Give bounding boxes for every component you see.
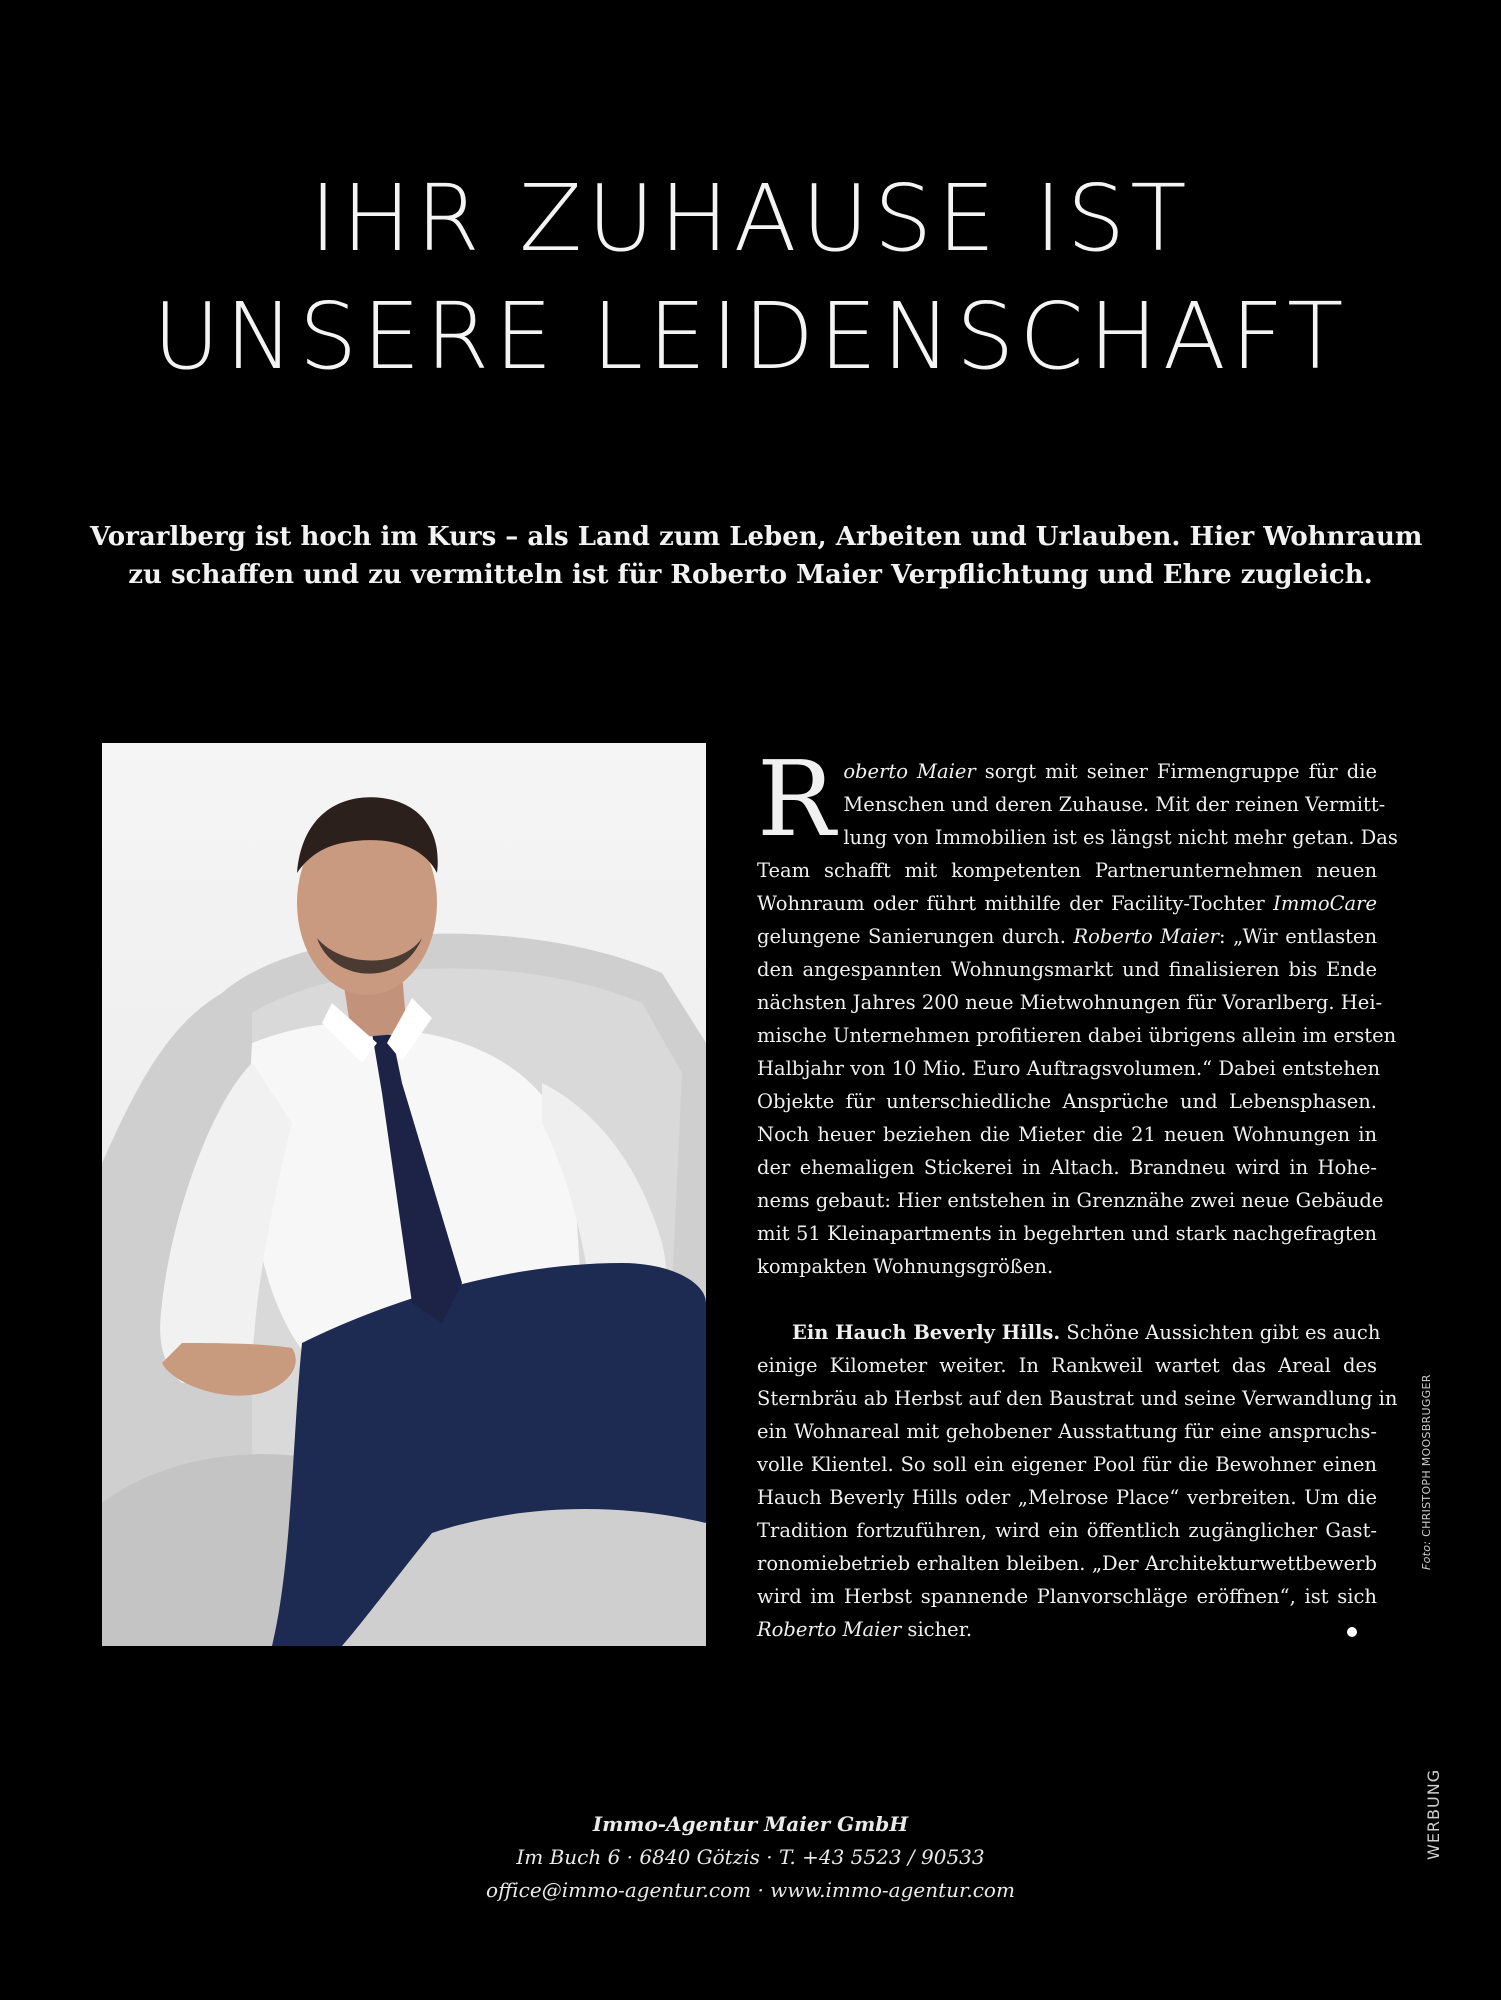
company-name: Immo-Agentur Maier GmbH bbox=[592, 1812, 909, 1836]
paragraph-1 bbox=[757, 738, 1398, 1283]
article-line: oberto Maier sorgt mit seiner Firmengruppe für die bbox=[843, 760, 1377, 783]
headline bbox=[0, 160, 1501, 396]
article-line: mische Unternehmen profitieren dabei übrigens allein im ersten bbox=[757, 1024, 1397, 1047]
article-line: gelungene Sanierungen durch. Roberto Maier: „Wir entlasten bbox=[757, 925, 1378, 948]
article-line: Team schafft mit kompetenten Partnerunternehmen neuen bbox=[757, 859, 1377, 882]
article-line: Ein Hauch Beverly Hills. Schöne Aussichten gibt es auch bbox=[792, 1321, 1381, 1344]
subheading: Ein Hauch Beverly Hills. bbox=[792, 1321, 1061, 1344]
lede-line-2: zu schaffen und zu vermitteln ist für Roberto Maier Verpflichtung und Ehre zugleich. bbox=[128, 560, 1373, 590]
article-line: mit 51 Kleinapartments in begehrten und stark nachgefragten bbox=[757, 1222, 1377, 1245]
article-line: Hauch Beverly Hills oder „Melrose Place“ verbreiten. Um die bbox=[757, 1486, 1377, 1509]
headline-line-2: UNSERE LEIDENSCHAFT bbox=[152, 283, 1349, 390]
article-line: wird im Herbst spannende Planvorschläge eröffnen“, ist sich bbox=[757, 1585, 1377, 1608]
company-contact: office@immo-agentur.com · www.immo-agentur.com bbox=[486, 1878, 1015, 1902]
article-line: kompakten Wohnungsgrößen. bbox=[757, 1255, 1054, 1278]
article-line: nächsten Jahres 200 neue Mietwohnungen für Vorarlberg. Hei- bbox=[757, 991, 1383, 1014]
drop-cap: R bbox=[757, 738, 836, 860]
article-line: lung von Immobilien ist es längst nicht mehr getan. Das bbox=[843, 826, 1398, 849]
article-line: Halbjahr von 10 Mio. Euro Auftragsvolumen.“ Dabei entstehen bbox=[757, 1057, 1381, 1080]
article-line: Menschen und deren Zuhause. Mit der reinen Vermitt- bbox=[843, 793, 1386, 816]
person-name: Roberto Maier bbox=[757, 1618, 902, 1641]
footer-contact bbox=[0, 1808, 1501, 1907]
photo-credit bbox=[1420, 1374, 1433, 1570]
article-line: volle Klientel. So soll ein eigener Pool für die Bewohner einen bbox=[757, 1453, 1377, 1476]
end-mark-icon bbox=[1347, 1627, 1357, 1637]
article-line: Tradition fortzuführen, wird ein öffentlich zugänglicher Gast- bbox=[757, 1519, 1377, 1542]
article-body bbox=[757, 738, 1398, 1646]
lede bbox=[90, 518, 1423, 594]
article-line: ein Wohnareal mit gehobener Ausstattung für eine anspruchs- bbox=[757, 1420, 1377, 1443]
portrait-photo bbox=[102, 743, 706, 1646]
portrait-illustration bbox=[102, 743, 706, 1646]
headline-line-1: IHR ZUHAUSE IST bbox=[309, 165, 1192, 272]
article-line: einige Kilometer weiter. In Rankweil wartet das Areal des bbox=[757, 1354, 1377, 1377]
company-address: Im Buch 6 · 6840 Götzis · T. +43 5523 / 90533 bbox=[516, 1845, 985, 1869]
person-name: oberto Maier bbox=[843, 760, 976, 783]
article-line: Wohnraum oder führt mithilfe der Facility-Tochter ImmoCare bbox=[757, 892, 1377, 915]
advertisement-label: WERBUNG bbox=[1424, 1768, 1443, 1860]
article-line: Sternbräu ab Herbst auf den Baustrat und seine Verwandlung in bbox=[757, 1387, 1398, 1410]
article-line: nems gebaut: Hier entstehen in Grenznähe zwei neue Gebäude bbox=[757, 1189, 1384, 1212]
article-line: ronomiebetrieb erhalten bleiben. „Der Architekturwettbewerb bbox=[757, 1552, 1377, 1575]
photo-credit-name: CHRISTOPH MOOSBRUGGER bbox=[1420, 1374, 1433, 1537]
paragraph-2 bbox=[757, 1316, 1398, 1646]
article-line: Noch heuer beziehen die Mieter die 21 neuen Wohnungen in bbox=[757, 1123, 1377, 1146]
person-name: Roberto Maier bbox=[1073, 925, 1219, 948]
lede-line-1: Vorarlberg ist hoch im Kurs – als Land zum Leben, Arbeiten und Urlauben. Hier Wohnraum bbox=[90, 522, 1423, 552]
article-line: Objekte für unterschiedliche Ansprüche und Lebensphasen. bbox=[757, 1090, 1377, 1113]
article-line: den angespannten Wohnungsmarkt und finalisieren bis Ende bbox=[757, 958, 1377, 981]
brand-name: ImmoCare bbox=[1273, 892, 1377, 915]
article-line: der ehemaligen Stickerei in Altach. Brandneu wird in Hohe- bbox=[757, 1156, 1377, 1179]
article-line: Roberto Maier sicher. bbox=[757, 1618, 973, 1641]
photo-credit-label: Foto: bbox=[1420, 1540, 1433, 1570]
